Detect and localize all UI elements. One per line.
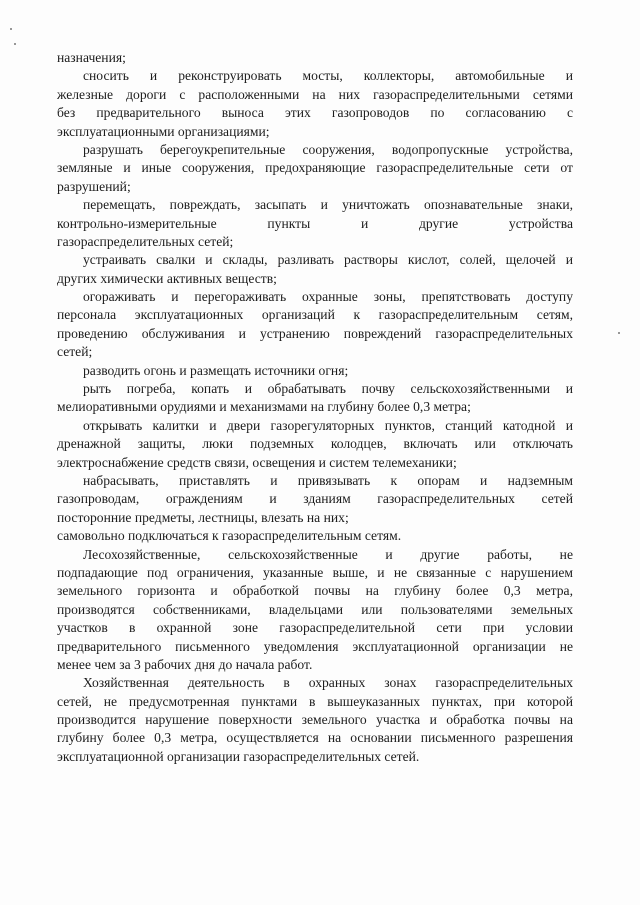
text-line: других химически активных веществ; [57,270,277,286]
text-line: устраивать свалки и склады, разливать растворы кислот, солей, щелочей и [83,252,573,268]
text-line: посторонние предметы, лестницы, влезать на них; [57,509,349,525]
text-line: предварительного письменного уведомления эксплуатационной организации не [57,638,573,654]
text-line: разводить огонь и размещать источники огня; [83,362,349,378]
text-line: газопроводам, ограждениям и зданиям газораспределительных сетей [57,491,573,507]
text-line: земельного горизонта и обработкой почвы на глубину более 0,3 метра, [57,583,573,599]
text-line: перемещать, повреждать, засыпать и уничтожать опознавательные знаки, [83,197,573,213]
text-line: железные дороги с расположенными на них газораспределительными сетями [57,86,573,102]
document-body [57,49,573,766]
text-line: глубину более 0,3 метра, осуществляется на основании письменного разрешения [57,730,573,746]
text-line: производятся собственниками, владельцами или пользователями земельных [57,601,573,617]
text-line: разрушений; [57,178,131,194]
text-line: проведению обслуживания и устранению повреждений газораспределительных [57,325,573,341]
text-line: самовольно подключаться к газораспределительным сетям. [57,528,402,544]
text-line: персонала эксплуатационных организаций к газораспределительным сетям, [57,307,573,323]
text-line: рыть погреба, копать и обрабатывать почву сельскохозяйственными и [83,381,573,397]
text-line: без предварительного выноса этих газопроводов по согласованию с [57,105,573,121]
text-line: электроснабжение средств связи, освещения и систем телемеханики; [57,454,457,470]
text-line: Хозяйственная деятельность в охранных зонах газораспределительных [83,675,573,691]
text-line: Лесохозяйственные, сельскохозяйственные и другие работы, не [83,546,573,562]
text-line: эксплуатационной организации газораспределительных сетей. [57,748,420,764]
text-line: сетей, не предусмотренная пунктами в вышеуказанных пунктах, при которой [57,693,573,709]
text-line: разрушать берегоукрепительные сооружения, водопропускные устройства, [83,141,573,157]
text-line: земляные и иные сооружения, предохраняющие газораспределительные сети от [57,160,573,176]
text-line: менее чем за 3 рабочих дня до начала работ. [57,656,313,672]
text-line: эксплуатационными организациями; [57,123,270,139]
text-line: подпадающие под ограничения, указанные выше, и не связанные с нарушением [57,564,573,580]
text-line: сетей; [57,344,93,360]
text-line: мелиоративными орудиями и механизмами на глубину более 0,3 метра; [57,399,471,415]
text-line: контрольно-измерительные пункты и другие устройства [57,215,573,231]
text-line: назначения; [57,50,126,65]
text-line: набрасывать, приставлять и привязывать к опорам и надземным [83,472,573,488]
text-line: огораживать и перегораживать охранные зоны, препятствовать доступу [83,289,573,305]
text-line: дренажной защиты, люки подземных колодцев, включать или отключать [57,436,573,452]
text-line: открывать калитки и двери газорегуляторных пунктов, станций катодной и [83,417,573,433]
text-line: газораспределительных сетей; [57,233,234,249]
text-line: участков в охранной зоне газораспределительной сети при условии [57,620,573,636]
text-line: производится нарушение поверхности земельного участка и обработка почвы на [57,712,573,728]
text-line: сносить и реконструировать мосты, коллекторы, автомобильные и [83,68,573,84]
